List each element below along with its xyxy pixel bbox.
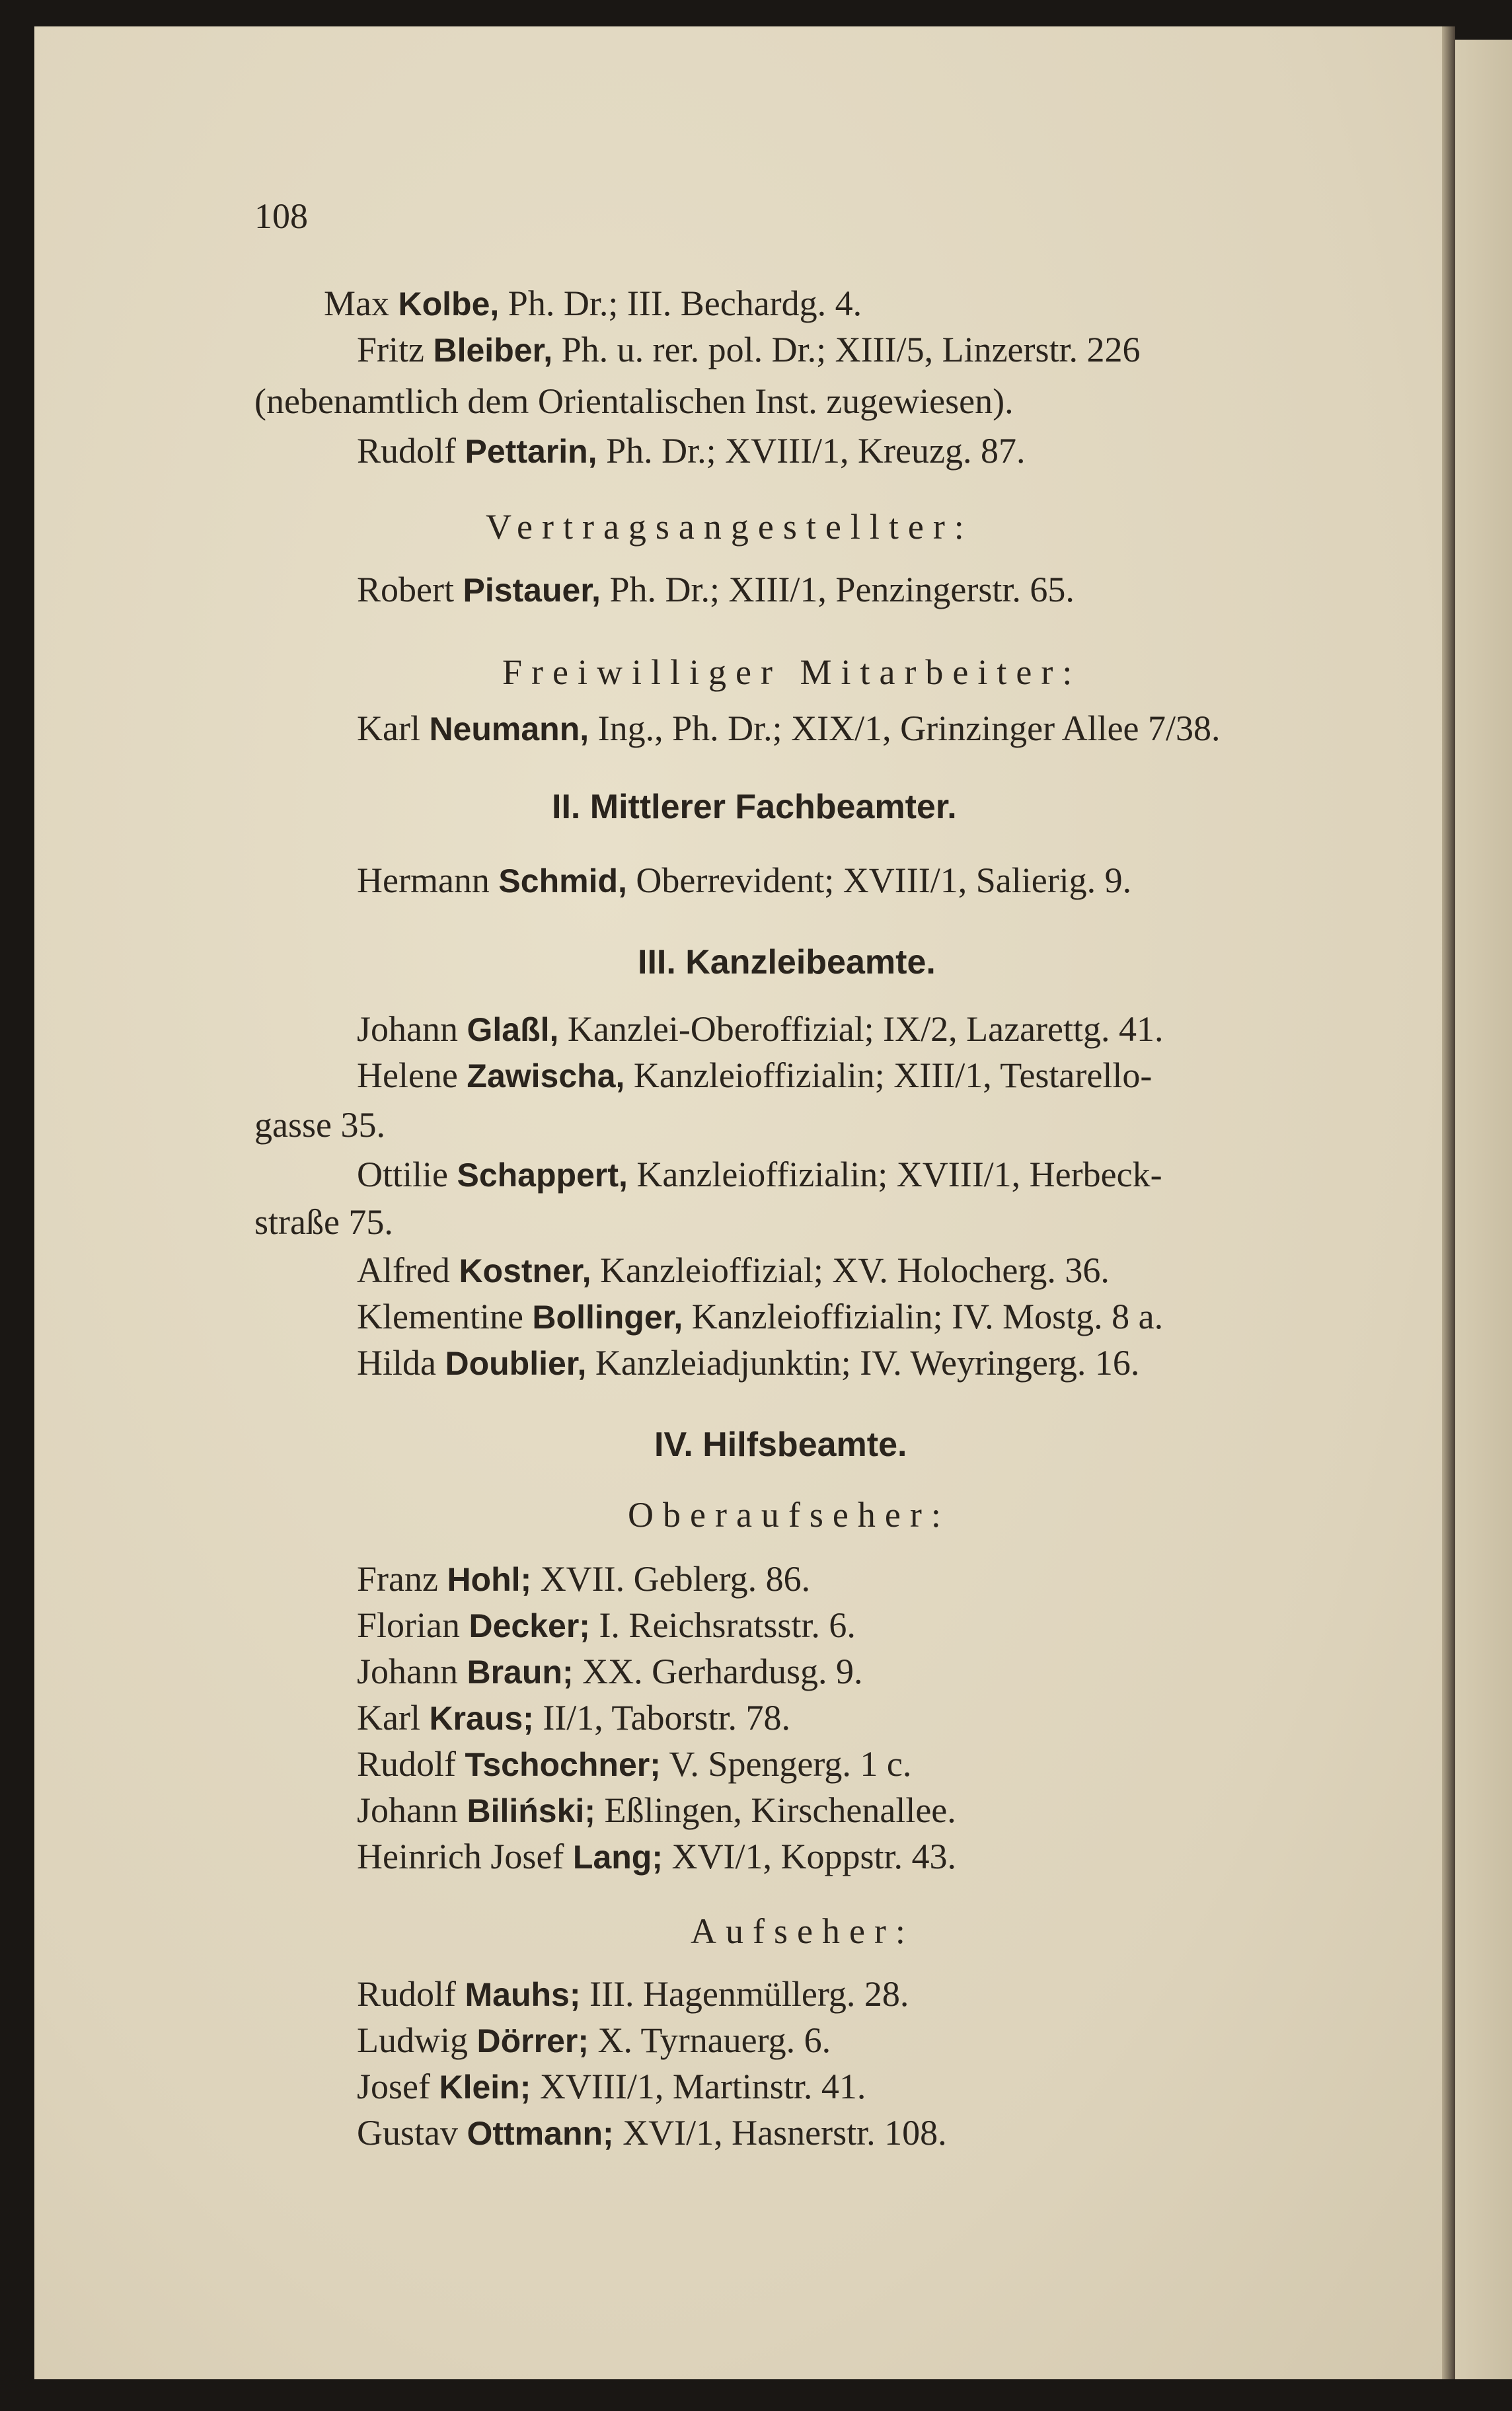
text-line: Johann Braun; XX. Gerhardusg. 9.: [357, 1652, 863, 1691]
text-line: Florian Decker; I. Reichsratsstr. 6.: [357, 1605, 856, 1645]
text-line: Fritz Bleiber, Ph. u. rer. pol. Dr.; XIII/5, Linzerstr. 226: [357, 330, 1141, 369]
text-line: Ludwig Dörrer; X. Tyrnauerg. 6.: [357, 2020, 831, 2060]
text-line: Gustav Ottmann; XVI/1, Hasnerstr. 108.: [357, 2113, 947, 2153]
text-line: Josef Klein; XVIII/1, Martinstr. 41.: [357, 2067, 866, 2106]
text-line: Rudolf Tschochner; V. Spengerg. 1 c.: [357, 1744, 912, 1784]
text-line: Rudolf Pettarin, Ph. Dr.; XVIII/1, Kreuzg. 87.: [357, 431, 1026, 471]
text-line: (nebenamtlich dem Orientalischen Inst. zugewiesen).: [254, 381, 1014, 421]
section-heading: IV. Hilfsbeamte.: [654, 1426, 907, 1464]
section-heading: III. Kanzleibeamte.: [638, 943, 936, 981]
text-line: straße 75.: [254, 1202, 393, 1242]
text-line: Johann Glaßl, Kanzlei-Oberoffizial; IX/2, Lazarettg. 41.: [357, 1009, 1164, 1049]
text-line: Max Kolbe, Ph. Dr.; III. Bechardg. 4.: [324, 284, 862, 323]
text-line: Heinrich Josef Lang; XVI/1, Koppstr. 43.: [357, 1837, 956, 1876]
section-subheading: Vertragsangestellter:: [486, 507, 973, 547]
text-line: Hermann Schmid, Oberrevident; XVIII/1, Salierig. 9.: [357, 861, 1132, 900]
section-subheading: Oberaufseher:: [628, 1495, 950, 1535]
text-line: Franz Hohl; XVII. Geblerg. 86.: [357, 1559, 811, 1599]
text-line: Helene Zawischa, Kanzleioffizialin; XIII/1, Testarello-: [357, 1055, 1153, 1095]
section-heading: II. Mittlerer Fachbeamter.: [552, 788, 957, 826]
section-subheading: Aufseher:: [691, 1911, 915, 1951]
page-number: 108: [254, 196, 308, 236]
text-line: Alfred Kostner, Kanzleioffizial; XV. Holocherg. 36.: [357, 1250, 1110, 1290]
text-line: Karl Neumann, Ing., Ph. Dr.; XIX/1, Grinzinger Allee 7/38.: [357, 708, 1221, 748]
text-line: Karl Kraus; II/1, Taborstr. 78.: [357, 1698, 791, 1738]
text-line: Ottilie Schappert, Kanzleioffizialin; XVIII/1, Herbeck-: [357, 1155, 1162, 1194]
text-line: Klementine Bollinger, Kanzleioffizialin; IV. Mostg. 8 a.: [357, 1297, 1164, 1336]
text-line: gasse 35.: [254, 1105, 385, 1145]
text-line: Hilda Doublier, Kanzleiadjunktin; IV. Weyringerg. 16.: [357, 1343, 1140, 1383]
text-line: Robert Pistauer, Ph. Dr.; XIII/1, Penzingerstr. 65.: [357, 570, 1075, 609]
section-subheading: Freiwilliger Mitarbeiter:: [502, 652, 1082, 692]
text-line: Rudolf Mauhs; III. Hagenmüllerg. 28.: [357, 1974, 909, 2014]
text-line: Johann Biliński; Eßlingen, Kirschenallee.: [357, 1790, 956, 1830]
